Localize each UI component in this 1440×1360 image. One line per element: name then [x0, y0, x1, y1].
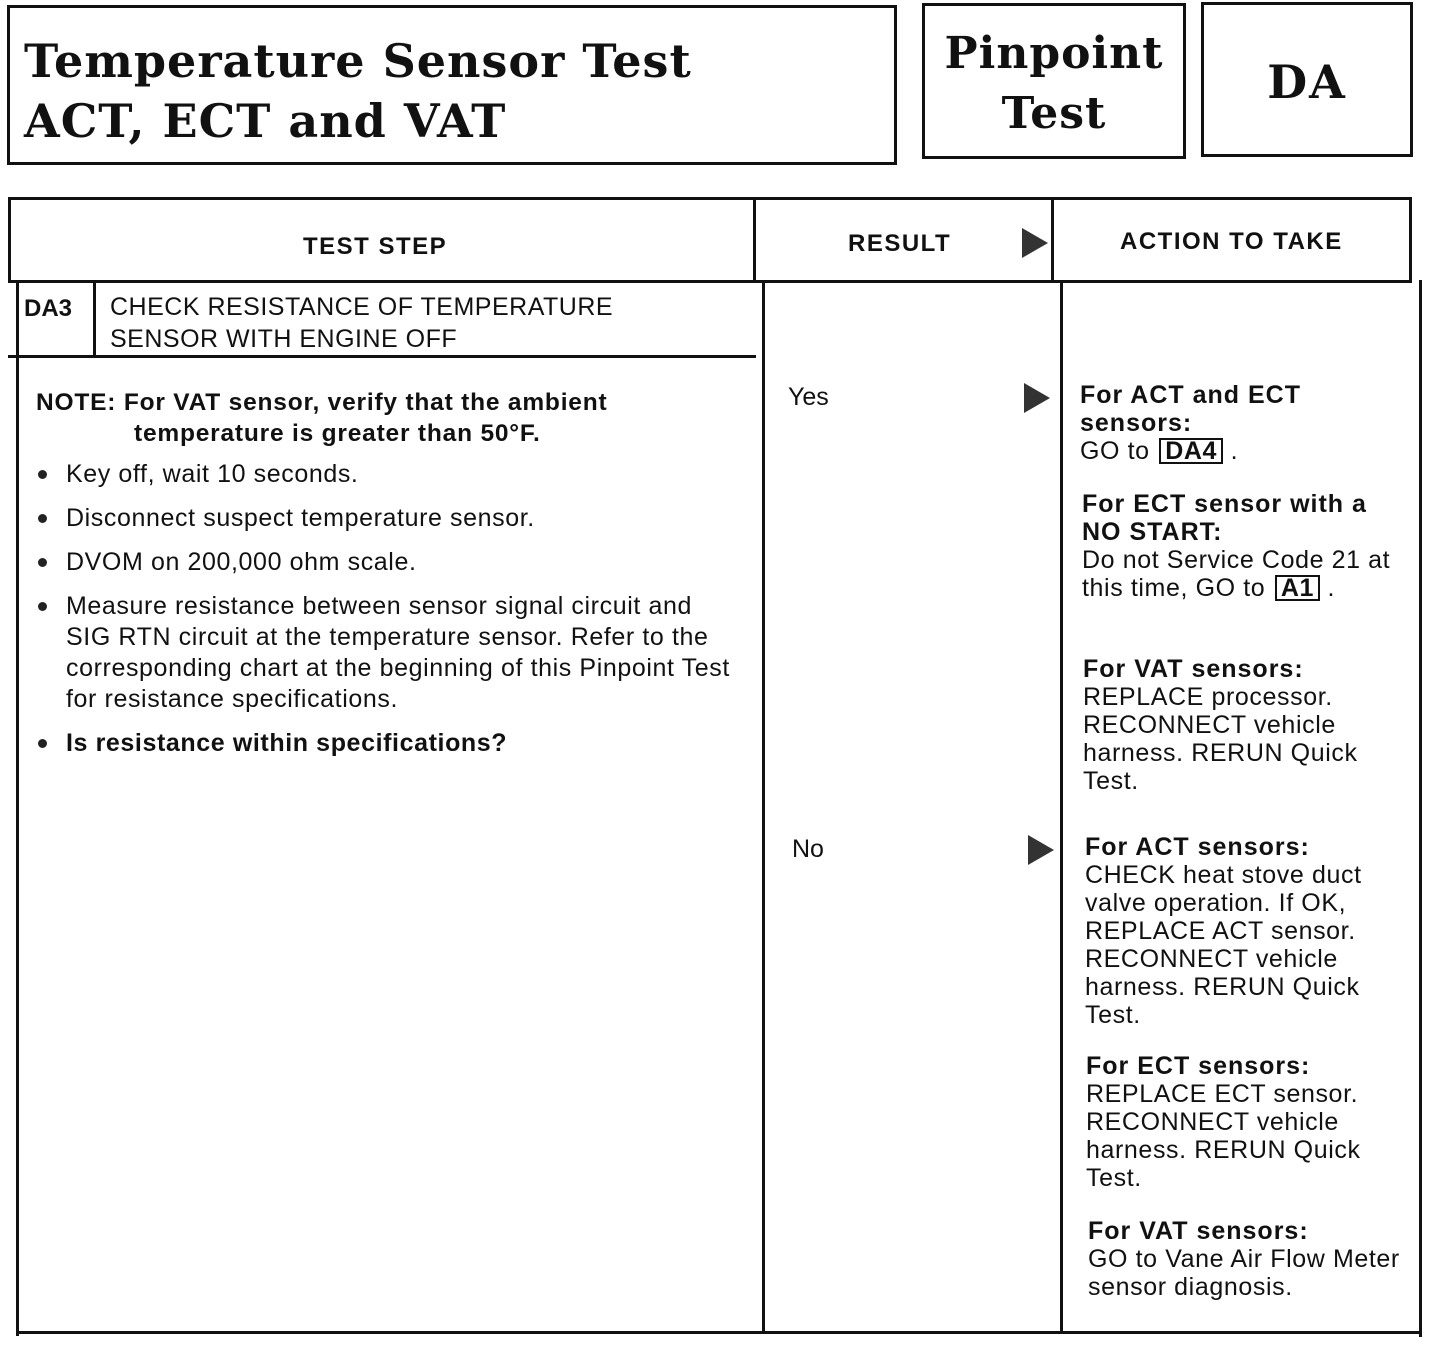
action-text: GO to Vane Air Flow Meter sensor diagnosis.: [1088, 1245, 1400, 1301]
col-sep-1: [762, 283, 765, 1333]
action-text-part: Do not Service Code 21 at this time, GO to: [1082, 546, 1391, 602]
bullet-icon: [38, 558, 47, 567]
note-line1: NOTE: For VAT sensor, verify that the ambient: [36, 389, 608, 416]
table-border-left-upper: [8, 197, 11, 283]
result-yes: Yes: [788, 383, 829, 411]
pinpoint-label-line2: Test: [1001, 88, 1107, 139]
step-title: [110, 291, 613, 355]
action-heading: For ECT sensor with a NO START:: [1082, 490, 1367, 546]
action-text: CHECK heat stove duct valve operation. If OK, REPLACE ACT sensor. RECONNECT vehicle harness. RERUN Quick Test.: [1085, 861, 1362, 1029]
action-no-act: [1085, 833, 1415, 1029]
table-border-bottom: [16, 1331, 1422, 1334]
step-ref-a1: A1: [1275, 575, 1320, 601]
action-text: REPLACE ECT sensor. RECONNECT vehicle harness. RERUN Quick Test.: [1086, 1080, 1361, 1192]
step-id-separator: [93, 283, 96, 358]
step-ref-da4: DA4: [1159, 438, 1223, 464]
arrow-right-icon: [1028, 835, 1054, 865]
action-heading: For ECT sensors:: [1086, 1052, 1311, 1080]
action-text: GO to DA4 .: [1080, 437, 1239, 465]
pinpoint-test-box: [922, 3, 1186, 159]
action-text: REPLACE processor. RECONNECT vehicle harness. RERUN Quick Test.: [1083, 683, 1358, 795]
table-border-right: [1419, 280, 1422, 1337]
step-header-divider: [8, 355, 756, 358]
note-line2: temperature is greater than 50°F.: [134, 420, 541, 447]
step-title-line1: CHECK RESISTANCE OF TEMPERATURE: [110, 293, 614, 321]
table-border-top: [8, 197, 1412, 200]
test-code-box: [1201, 2, 1413, 157]
action-heading: For VAT sensors:: [1083, 655, 1304, 683]
step-title-line2: SENSOR WITH ENGINE OFF: [110, 325, 458, 353]
list-item: [36, 591, 741, 715]
result-no: No: [792, 835, 824, 863]
header-action: ACTION TO TAKE: [1120, 228, 1343, 255]
list-item-text: DVOM on 200,000 ohm scale.: [66, 548, 417, 576]
arrow-right-icon: [1022, 228, 1048, 258]
procedure-list: [36, 459, 741, 772]
action-heading: For VAT sensors:: [1088, 1217, 1309, 1245]
title-box: [7, 5, 897, 165]
action-yes-act-ect: [1080, 381, 1410, 465]
list-item: [36, 547, 741, 578]
header-divider: [8, 280, 1412, 283]
arrow-right-icon: [1024, 383, 1050, 413]
col-sep-2: [1060, 283, 1063, 1333]
action-yes-ect-no-start: [1082, 490, 1412, 602]
action-text: Do not Service Code 21 at this time, GO to A1 .: [1082, 546, 1391, 602]
col-sep-2-upper: [1051, 197, 1054, 283]
bullet-icon: [38, 739, 47, 748]
list-item-text: Disconnect suspect temperature sensor.: [66, 504, 535, 532]
list-item-text: Key off, wait 10 seconds.: [66, 460, 359, 488]
bullet-icon: [38, 514, 47, 523]
note: [36, 387, 736, 449]
action-text-part: GO to: [1080, 437, 1150, 465]
list-item: [36, 503, 741, 534]
action-heading: For ACT and ECT sensors:: [1080, 381, 1302, 437]
list-item-text: Measure resistance between sensor signal circuit and SIG RTN circuit at the temperature sensor. Refer to the corresponding chart at the beginning of this Pinpoint Test for resistance specifications.: [66, 592, 730, 713]
question-text: Is resistance within specifications?: [66, 729, 508, 757]
header-result: RESULT: [848, 230, 952, 257]
bullet-icon: [38, 470, 47, 479]
list-item: [36, 459, 741, 490]
test-code: DA: [1267, 55, 1347, 109]
table-border-left: [16, 283, 19, 1336]
bullet-icon: [38, 602, 47, 611]
page-title-line1: Temperature Sensor Test: [24, 34, 692, 88]
action-no-vat: [1088, 1217, 1418, 1301]
action-no-ect: [1086, 1052, 1416, 1192]
page-title-line2: ACT, ECT and VAT: [24, 94, 507, 148]
action-heading: For ACT sensors:: [1085, 833, 1310, 861]
table-border-right-upper: [1409, 197, 1412, 283]
test-table: [8, 197, 1422, 1337]
action-yes-vat: [1083, 655, 1413, 795]
pinpoint-label-line1: Pinpoint: [944, 28, 1164, 79]
header-test-step: TEST STEP: [303, 233, 448, 260]
col-sep-1-upper: [753, 197, 756, 283]
step-id: DA3: [24, 295, 73, 322]
list-item-question: [36, 728, 741, 759]
